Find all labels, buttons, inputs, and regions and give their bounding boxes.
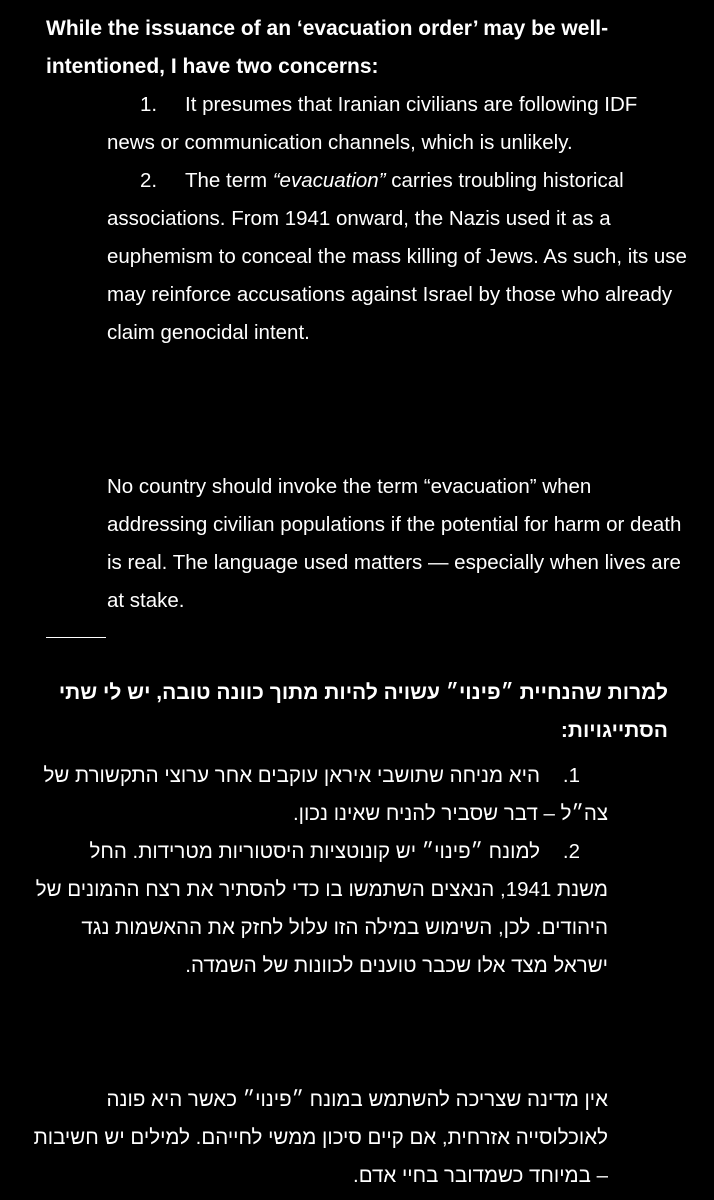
hebrew-heading: למרות שהנחיית ״פינוי״ עשויה להיות מתוך כוונה טובה, יש לי שתי הסתייגויות:: [58, 681, 668, 742]
hebrew-concerns-list: [33, 757, 608, 985]
concern-text-rest: carries troubling historical associations. From 1941 onward, the Nazis used it as a euphemism to conceal the mass killing of Jews. As such, its use may reinforce accusations against Israel by those who already claim genocidal intent.: [107, 169, 687, 344]
concern-text: It presumes that Iranian civilians are following IDF news or communication channels, which is unlikely.: [107, 93, 638, 154]
list-number: 1.: [140, 93, 158, 116]
english-concern-2: [107, 162, 687, 352]
list-number: 1.: [562, 764, 580, 787]
english-heading: While the issuance of an ‘evacuation order’ may be well-intentioned, I have two concerns:: [46, 17, 609, 78]
emphasized-term: “evacuation”: [272, 169, 386, 192]
hebrew-concern-2: [33, 833, 608, 985]
concern-text: היא מניחה שתושבי איראן עוקבים אחר ערוצי התקשורת של צה״ל – דבר שסביר להניח שאינו נכון.: [43, 764, 608, 825]
english-closing-paragraph: No country should invoke the term “evacuation” when addressing civilian populations if the potential for harm or death is real. The language used matters — especially when lives are at stake.: [107, 475, 682, 612]
hebrew-concern-1: [33, 757, 608, 833]
concern-text: למונח ״פינוי״ יש קונוטציות היסטוריות מטרידות. החל משנת 1941, הנאצים השתמשו בו כדי להסתיר את רצח ההמונים של היהודים. לכן, השימוש במילה הזו עלול לחזק את ההאשמות נגד ישראל מצד אלו שכבר טוענים לכוונות של השמדה.: [35, 840, 608, 977]
hebrew-closing-paragraph: אין מדינה שצריכה להשתמש במונח ״פינוי״ כאשר היא פונה לאוכלוסייה אזרחית, אם קיים סיכון ממשי לחייהם. למילים יש חשיבות – במיוחד כשמדובר בחיי אדם.: [33, 1088, 608, 1187]
list-number: 2.: [140, 169, 158, 192]
list-number: 2.: [562, 840, 580, 863]
section-divider: [46, 637, 106, 638]
english-concerns-list: [107, 86, 687, 352]
concern-text-start: The term: [185, 169, 273, 192]
english-concern-1: [107, 86, 687, 162]
